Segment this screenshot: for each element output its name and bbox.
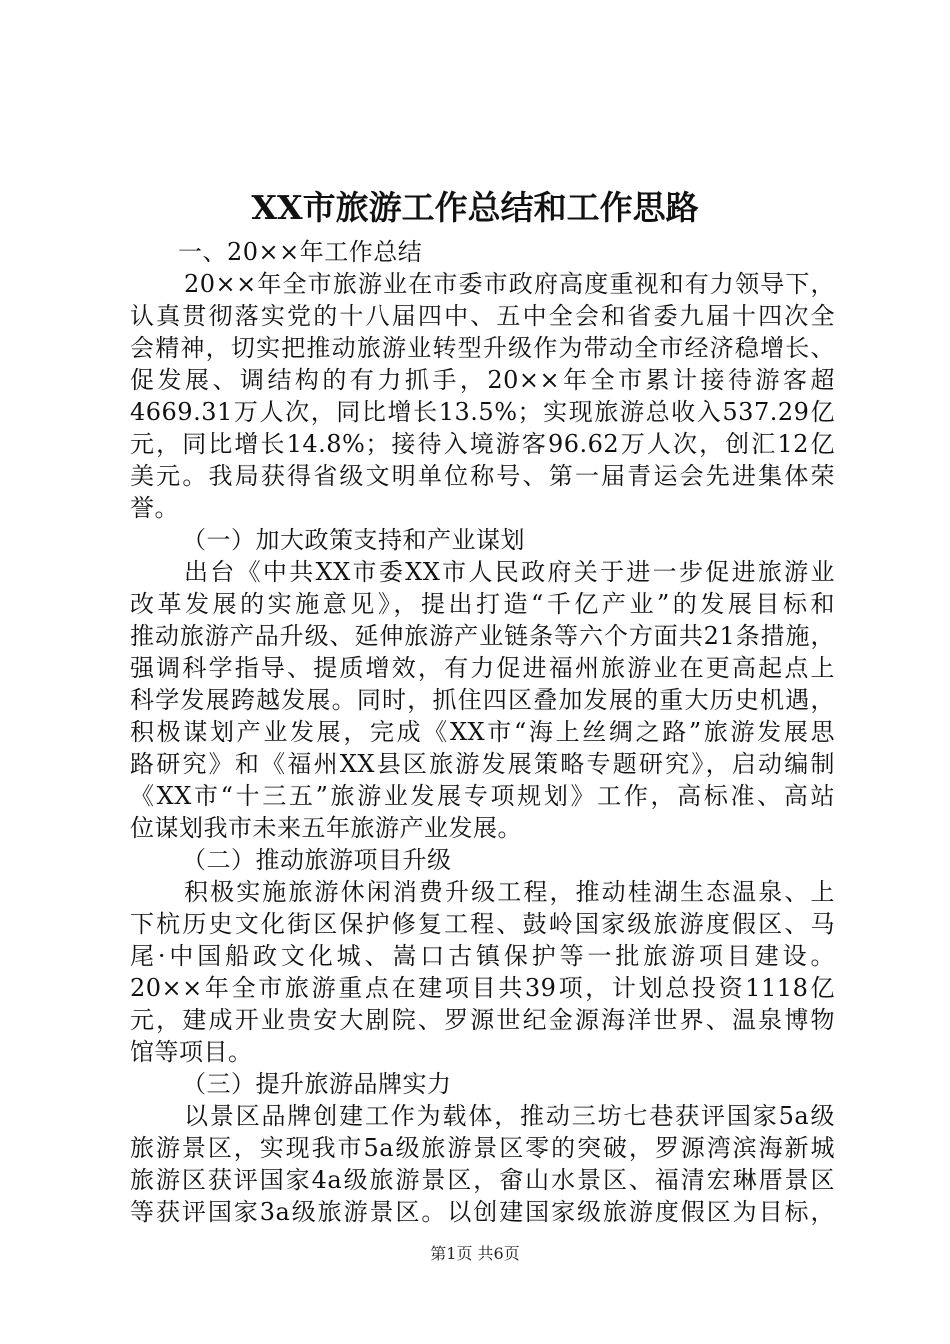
paragraph-line: 誉。	[130, 494, 179, 522]
document-body	[130, 236, 835, 1228]
paragraph-line: 馆等项目。	[130, 1038, 253, 1066]
paragraph-line: 旅游区获评国家4a级旅游景区，畲山水景区、福清宏琳厝景区	[130, 1166, 835, 1194]
paragraph-line: 元，建成开业贵安大剧院、罗源世纪金源海洋世界、温泉博物	[130, 1006, 835, 1034]
paragraph-line: 以景区品牌创建工作为载体，推动三坊七巷获评国家5a级	[184, 1102, 835, 1130]
paragraph-line: 20××年全市旅游业在市委市政府高度重视和有力领导下，	[184, 270, 835, 298]
subsection-heading: （一）加大政策支持和产业谋划	[182, 526, 525, 554]
paragraph-line: 等获评国家3a级旅游景区。以创建国家级旅游度假区为目标，	[130, 1198, 835, 1226]
subsection-heading: （二）推动旅游项目升级	[182, 846, 452, 874]
page-number: 第1页 共6页	[430, 1244, 520, 1263]
paragraph-line: 20××年全市旅游重点在建项目共39项，计划总投资1118亿	[130, 974, 835, 1002]
paragraph-line: 元，同比增长14.8%；接待入境游客96.62万人次，创汇12亿	[130, 430, 835, 458]
paragraph-line: 积极谋划产业发展，完成《XX市“海上丝绸之路”旅游发展思	[130, 718, 835, 746]
paragraph-line: 4669.31万人次，同比增长13.5%；实现旅游总收入537.29亿	[130, 398, 835, 426]
document-title: XX市旅游工作总结和工作思路	[251, 188, 699, 227]
paragraph-line: 强调科学指导、提质增效，有力促进福州旅游业在更高起点上	[130, 654, 835, 682]
paragraph-line: 认真贯彻落实党的十八届四中、五中全会和省委九届十四次全	[130, 302, 835, 330]
paragraph-line: 尾·中国船政文化城、嵩口古镇保护等一批旅游项目建设。	[130, 942, 835, 970]
section-heading: 一、20××年工作总结	[178, 238, 423, 266]
paragraph-line: 促发展、调结构的有力抓手，20××年全市累计接待游客超	[130, 366, 835, 394]
paragraph-line: 会精神，切实把推动旅游业转型升级作为带动全市经济稳增长、	[130, 334, 835, 362]
paragraph-line: 科学发展跨越发展。同时，抓住四区叠加发展的重大历史机遇，	[130, 686, 835, 714]
paragraph-line: 位谋划我市未来五年旅游产业发展。	[130, 814, 522, 842]
paragraph-line: 旅游景区，实现我市5a级旅游景区零的突破，罗源湾滨海新城	[130, 1134, 835, 1162]
paragraph-line: 改革发展的实施意见》，提出打造“千亿产业”的发展目标和	[130, 590, 835, 618]
paragraph-line: 积极实施旅游休闲消费升级工程，推动桂湖生态温泉、上	[184, 878, 835, 906]
paragraph-line: 路研究》和《福州XX县区旅游发展策略专题研究》，启动编制	[130, 750, 835, 778]
paragraph-line: 出台《中共XX市委XX市人民政府关于进一步促进旅游业	[184, 558, 835, 586]
paragraph-line: 美元。我局获得省级文明单位称号、第一届青运会先进集体荣	[130, 462, 835, 490]
paragraph-line: 下杭历史文化街区保护修复工程、鼓岭国家级旅游度假区、马	[130, 910, 835, 938]
paragraph-line: 推动旅游产品升级、延伸旅游产业链条等六个方面共21条措施，	[130, 622, 835, 650]
paragraph-line: 《XX市“十三五”旅游业发展专项规划》工作，高标准、高站	[130, 782, 835, 810]
subsection-heading: （三）提升旅游品牌实力	[182, 1070, 452, 1098]
